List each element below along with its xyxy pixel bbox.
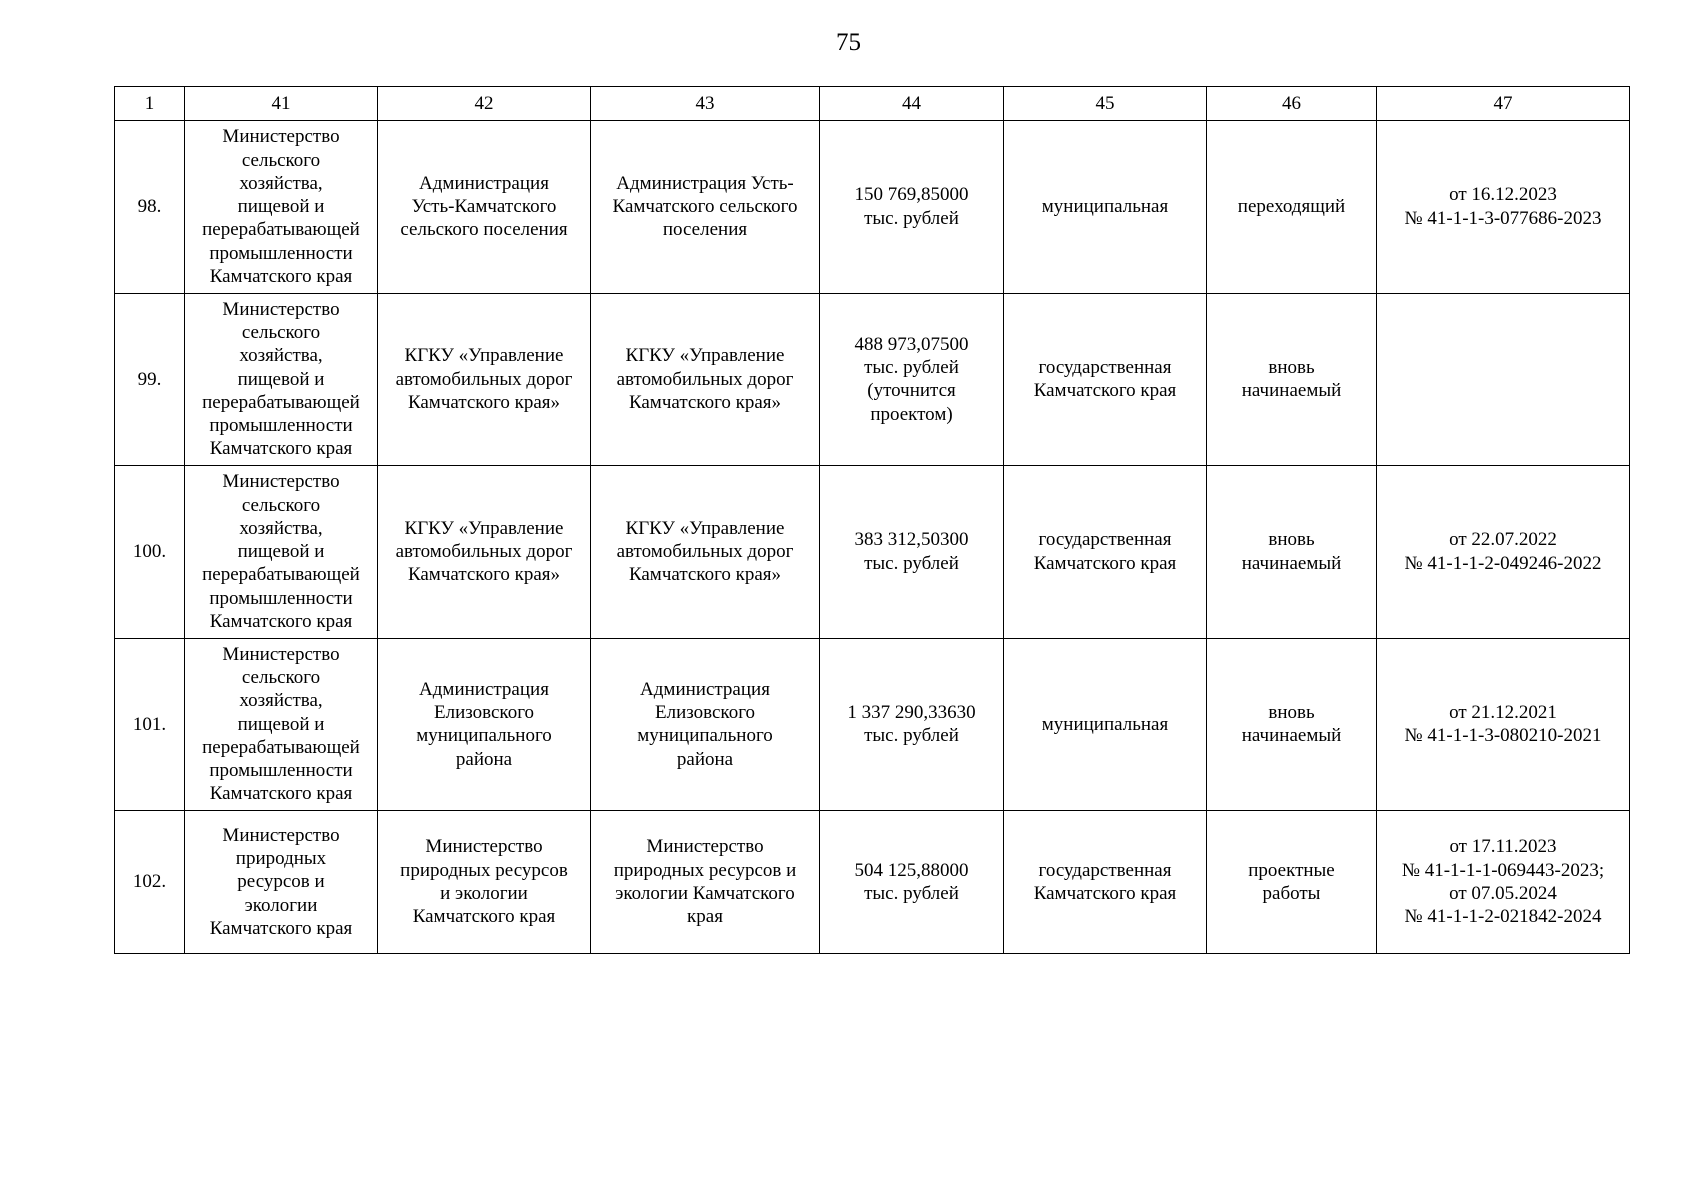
row-number-cell bbox=[115, 811, 185, 954]
table-row bbox=[115, 466, 1630, 639]
status-cell bbox=[1207, 466, 1377, 639]
developer-text: КГКУ «Управление автомобильных дорог Камчатского края» bbox=[616, 345, 794, 413]
column-header: 44 bbox=[820, 87, 1004, 121]
column-header: 47 bbox=[1377, 87, 1630, 121]
cost-cell bbox=[820, 466, 1004, 639]
status-cell bbox=[1207, 638, 1377, 811]
row-number: 101. bbox=[132, 713, 167, 735]
cost-cell bbox=[820, 811, 1004, 954]
row-number: 98. bbox=[137, 196, 162, 218]
page-number: 75 bbox=[836, 29, 861, 56]
ministry-cell bbox=[185, 638, 378, 811]
table-row bbox=[115, 811, 1630, 954]
developer-cell bbox=[591, 121, 820, 294]
ministry-cell bbox=[185, 293, 378, 466]
status-text: вновь начинаемый bbox=[1241, 701, 1342, 747]
cost-text: 383 312,50300 тыс. рублей bbox=[854, 529, 969, 574]
customer-cell bbox=[378, 638, 591, 811]
customer-cell bbox=[378, 811, 591, 954]
cost-cell bbox=[820, 638, 1004, 811]
cost-text: 1 337 290,33630 тыс. рублей bbox=[847, 701, 976, 747]
table-header-row bbox=[115, 87, 1630, 121]
expertise-cell bbox=[1377, 811, 1630, 954]
customer-text: КГКУ «Управление автомобильных дорог Камчатского края» bbox=[395, 517, 573, 586]
cost-text: 504 125,88000 тыс. рублей bbox=[854, 859, 969, 904]
row-number: 102. bbox=[132, 871, 167, 893]
developer-cell bbox=[591, 638, 820, 811]
ownership-cell bbox=[1004, 811, 1207, 954]
column-header: 43 bbox=[591, 87, 820, 121]
table-row bbox=[115, 121, 1630, 294]
ministry-text: Министерство сельского хозяйства, пищевой и перерабатывающей промышленности Камчатского края bbox=[202, 471, 360, 632]
cost-text: 150 769,85000 тыс. рублей bbox=[854, 184, 969, 229]
ownership-text: государственная Камчатского края bbox=[1033, 859, 1177, 904]
customer-text: Министерство природных ресурсов и экологии Камчатского края bbox=[400, 836, 568, 928]
customer-text: Администрация Елизовского муниципального района bbox=[416, 678, 552, 770]
customer-cell bbox=[378, 293, 591, 466]
expertise-cell bbox=[1377, 466, 1630, 639]
customer-cell bbox=[378, 466, 591, 639]
developer-text: Администрация Усть- Камчатского сельского поселения bbox=[612, 172, 798, 241]
customer-text: Администрация Усть-Камчатского сельского поселения bbox=[400, 172, 568, 241]
status-text: вновь начинаемый bbox=[1241, 529, 1342, 574]
column-header: 46 bbox=[1207, 87, 1377, 121]
ministry-text: Министерство природных ресурсов и экологии Камчатского края bbox=[209, 824, 353, 939]
ownership-cell bbox=[1004, 293, 1207, 466]
projects-table bbox=[114, 86, 1630, 954]
developer-text: Министерство природных ресурсов и экологии Камчатского края bbox=[613, 836, 797, 928]
ownership-cell bbox=[1004, 121, 1207, 294]
ministry-text: Министерство сельского хозяйства, пищевой и перерабатывающей промышленности Камчатского края bbox=[202, 126, 360, 287]
status-text: переходящий bbox=[1237, 196, 1346, 218]
cost-text: 488 973,07500 тыс. рублей (уточнится проектом) bbox=[854, 333, 969, 425]
column-header: 41 bbox=[185, 87, 378, 121]
row-number-cell bbox=[115, 293, 185, 466]
expertise-cell bbox=[1377, 293, 1630, 466]
developer-text: КГКУ «Управление автомобильных дорог Камчатского края» bbox=[616, 517, 794, 586]
developer-cell bbox=[591, 466, 820, 639]
ministry-text: Министерство сельского хозяйства, пищевой и перерабатывающей промышленности Камчатского края bbox=[202, 643, 360, 805]
developer-cell bbox=[591, 293, 820, 466]
status-text: проектные работы bbox=[1248, 859, 1335, 904]
ministry-text: Министерство сельского хозяйства, пищевой и перерабатывающей промышленности Камчатского края bbox=[202, 298, 360, 460]
ownership-text: муниципальная bbox=[1041, 713, 1169, 735]
table-row bbox=[115, 638, 1630, 811]
column-header: 45 bbox=[1004, 87, 1207, 121]
ownership-text: государственная Камчатского края bbox=[1033, 356, 1177, 402]
customer-text: КГКУ «Управление автомобильных дорог Камчатского края» bbox=[395, 345, 573, 413]
status-cell bbox=[1207, 811, 1377, 954]
ownership-text: муниципальная bbox=[1041, 196, 1169, 218]
row-number-cell bbox=[115, 121, 185, 294]
status-cell bbox=[1207, 121, 1377, 294]
developer-text: Администрация Елизовского муниципального района bbox=[637, 678, 773, 770]
column-header: 1 bbox=[115, 87, 185, 121]
cost-cell bbox=[820, 293, 1004, 466]
customer-cell bbox=[378, 121, 591, 294]
developer-cell bbox=[591, 811, 820, 954]
ministry-cell bbox=[185, 121, 378, 294]
ministry-cell bbox=[185, 466, 378, 639]
expertise-cell bbox=[1377, 638, 1630, 811]
ownership-text: государственная Камчатского края bbox=[1033, 529, 1177, 574]
status-cell bbox=[1207, 293, 1377, 466]
ministry-cell bbox=[185, 811, 378, 954]
cost-cell bbox=[820, 121, 1004, 294]
expertise-text: от 22.07.2022 № 41-1-1-2-049246-2022 bbox=[1404, 529, 1602, 574]
expertise-text: от 21.12.2021 № 41-1-1-3-080210-2021 bbox=[1404, 701, 1602, 747]
row-number: 99. bbox=[137, 368, 162, 390]
row-number-cell bbox=[115, 638, 185, 811]
row-number-cell bbox=[115, 466, 185, 639]
table-row bbox=[115, 293, 1630, 466]
expertise-text: от 17.11.2023 № 41-1-1-1-069443-2023; от 07.05.2024 № 41-1-1-2-021842-2024 bbox=[1401, 836, 1605, 928]
ownership-cell bbox=[1004, 638, 1207, 811]
expertise-cell bbox=[1377, 121, 1630, 294]
ownership-cell bbox=[1004, 466, 1207, 639]
expertise-text: от 16.12.2023 № 41-1-1-3-077686-2023 bbox=[1404, 184, 1602, 229]
row-number: 100. bbox=[132, 541, 167, 563]
column-header: 42 bbox=[378, 87, 591, 121]
status-text: вновь начинаемый bbox=[1241, 356, 1342, 402]
